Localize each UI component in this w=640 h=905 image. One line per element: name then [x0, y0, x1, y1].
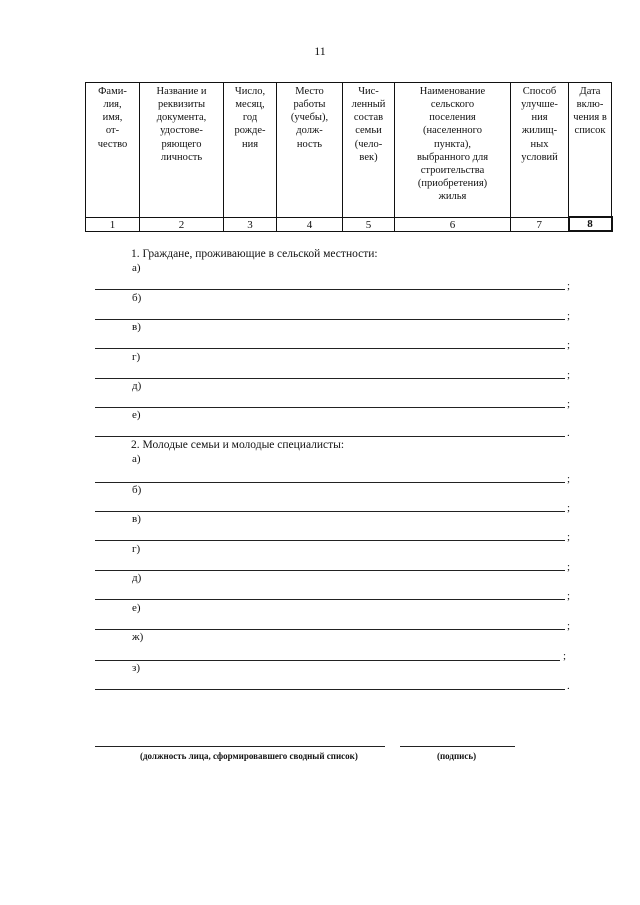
item-label: г): [132, 543, 141, 555]
item-label: а): [132, 262, 141, 274]
line-end-mark: ;: [567, 398, 571, 410]
fill-in-line[interactable]: [95, 570, 565, 571]
line-end-mark: ;: [567, 339, 571, 351]
fill-in-line[interactable]: [95, 319, 565, 320]
fill-in-line[interactable]: [95, 482, 565, 483]
column-number: 6: [395, 217, 511, 231]
header-birth-date: Число, месяц, год рожде- ния: [224, 83, 277, 218]
header-settlement: Наименование сельского поселения (населенного пункта), выбранного для строительства (приобретения) жилья: [395, 83, 511, 218]
fill-in-line[interactable]: [95, 660, 560, 661]
item-label: б): [132, 484, 142, 496]
header-full-name: Фами- лия, имя, от- чество: [86, 83, 140, 218]
fill-in-line[interactable]: [95, 629, 565, 630]
fill-in-line[interactable]: [95, 689, 565, 690]
position-caption: (должность лица, сформировавшего сводный список): [140, 751, 358, 761]
column-number: 8: [569, 217, 612, 231]
header-workplace: Место работы (учебы), долж- ность: [277, 83, 343, 218]
item-label: в): [132, 513, 141, 525]
fill-in-line[interactable]: [95, 436, 565, 437]
header-family-size: Чис- ленный состав семьи (чело- век): [343, 83, 395, 218]
column-number-row: [86, 217, 612, 231]
applicants-table: [85, 82, 613, 232]
sign-caption: (подпись): [437, 751, 477, 761]
item-label: е): [132, 409, 141, 421]
line-end-mark: .: [567, 427, 570, 439]
fill-in-line[interactable]: [95, 407, 565, 408]
line-end-mark: ;: [567, 369, 571, 381]
column-number: 4: [277, 217, 343, 231]
item-label: г): [132, 351, 141, 363]
item-label: д): [132, 380, 142, 392]
item-label: б): [132, 292, 142, 304]
line-end-mark: ;: [563, 650, 567, 662]
fill-in-line[interactable]: [95, 378, 565, 379]
column-number: 1: [86, 217, 140, 231]
line-end-mark: ;: [567, 531, 571, 543]
section-title: 2. Молодые семьи и молодые специалисты:: [131, 439, 345, 451]
table-header-row: [86, 83, 612, 218]
fill-in-line[interactable]: [95, 511, 565, 512]
sign-line[interactable]: [400, 746, 515, 747]
section-title: 1. Граждане, проживающие в сельской местности:: [131, 248, 378, 260]
line-end-mark: ;: [567, 502, 571, 514]
item-label: в): [132, 321, 141, 333]
page-number: 11: [314, 44, 326, 58]
position-signature-line[interactable]: [95, 746, 385, 747]
column-number: 5: [343, 217, 395, 231]
fill-in-line[interactable]: [95, 540, 565, 541]
line-end-mark: ;: [567, 590, 571, 602]
fill-in-line[interactable]: [95, 289, 565, 290]
line-end-mark: ;: [567, 310, 571, 322]
fill-in-line[interactable]: [95, 599, 565, 600]
line-end-mark: ;: [567, 473, 571, 485]
column-number: 2: [140, 217, 224, 231]
line-end-mark: .: [567, 680, 570, 692]
item-label: з): [132, 662, 141, 674]
header-improvement-method: Способ улучше- ния жилищ- ных условий: [511, 83, 569, 218]
line-end-mark: ;: [567, 620, 571, 632]
item-label: ж): [132, 631, 144, 643]
item-label: а): [132, 453, 141, 465]
line-end-mark: ;: [567, 561, 571, 573]
column-number: 3: [224, 217, 277, 231]
fill-in-line[interactable]: [95, 348, 565, 349]
header-inclusion-date: Дата вклю- чения в список: [569, 83, 612, 218]
line-end-mark: ;: [567, 280, 571, 292]
item-label: д): [132, 572, 142, 584]
column-number: 7: [511, 217, 569, 231]
item-label: е): [132, 602, 141, 614]
header-id-document: Название и реквизиты документа, удостове- ряющего личность: [140, 83, 224, 218]
